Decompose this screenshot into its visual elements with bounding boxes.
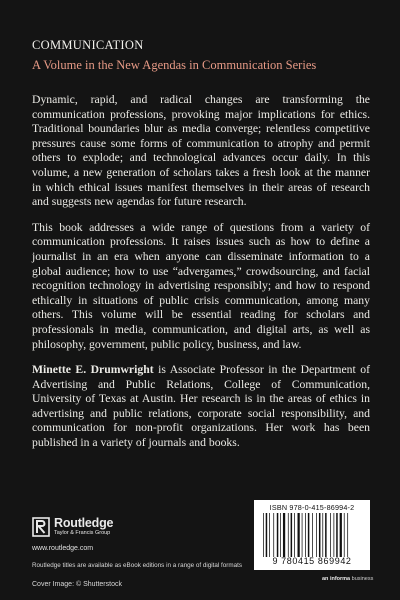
publisher-logo [32, 517, 113, 537]
author-bio-text: is Associate Professor in the Department of Advertising and Public Relations, College of Communication, University of Texas at Austin. Her research is in the areas of ethics in advertising and public relations, corporate social responsibility, and communication for non-profit organizations. Her work has been published in a variety of journals and books. [32, 363, 370, 450]
blurb [32, 93, 370, 462]
barcode-bar [263, 513, 264, 557]
barcode-bar [322, 513, 323, 557]
publisher-url[interactable]: www.routledge.com [32, 545, 94, 552]
barcode-bar [347, 513, 348, 557]
barcode-bar [302, 513, 303, 557]
barcode-bar [334, 513, 335, 557]
barcode-bar [298, 513, 300, 557]
blurb-paragraph-2: This book addresses a wide range of questions from a variety of communication professions. It raises issues such as how to define a journalist in an era when anyone can disseminate information to a global audience; how to use “advergames,” crowdsourcing, and facial recognition technology in advertising responsibly; and how to respond ethically in situations of public crisis communication, among many others. This volume will be essential reading for scholars and professionals in media, communication, and digital arts, as well as philosophy, government, public policy, business, and law. [32, 220, 370, 351]
barcode-bar [283, 513, 285, 557]
barcode-bar [288, 513, 289, 557]
author-name: Minette E. Drumwright [32, 363, 154, 377]
category-label: COMMUNICATION [32, 38, 144, 52]
publisher-subtitle: Taylor & Francis Group [54, 530, 111, 536]
barcode-bar [340, 513, 342, 557]
barcode-bar [280, 513, 281, 557]
informa-brand: an informa [322, 576, 351, 582]
barcode-bar [308, 513, 310, 557]
barcode-bar [294, 513, 295, 557]
cover-credit: Cover Image: © Shutterstock [32, 581, 122, 588]
informa-suffix: business [350, 576, 374, 582]
barcode-bar [330, 513, 331, 557]
routledge-r-mark-icon [32, 517, 50, 537]
barcode-bar [325, 513, 327, 557]
ebook-note: Routledge titles are available as eBook editions in a range of digital formats [32, 562, 243, 569]
barcode-bar [266, 513, 268, 557]
barcode-bar [277, 513, 279, 557]
author-bio [32, 363, 370, 451]
barcode-bar [316, 513, 317, 557]
barcode-bar [305, 513, 306, 557]
series-title: A Volume in the New Agendas in Communication Series [32, 58, 317, 72]
isbn-label: ISBN 978-0-415-86994-2 [269, 503, 355, 512]
barcode-bar [273, 513, 274, 557]
barcode-bar [269, 513, 270, 557]
barcode-bar [319, 513, 321, 557]
barcode-bar [312, 513, 313, 557]
blurb-paragraph-1: Dynamic, rapid, and radical changes are transforming the communication professions, provoking major implications for ethics. Traditional boundaries blur as media converge; relentless competitive pressures cause some forms of communication to atrophy and permit others to explode; and technological advances occur daily. In this volume, a new generation of scholars takes a fresh look at the manner in which ethical issues manifest themselves in their areas of research and suggests new agendas for future research. [32, 93, 370, 209]
isbn-barcode [254, 500, 370, 570]
barcode-bar [291, 513, 293, 557]
publisher-name: Routledge [54, 516, 114, 530]
barcode-bar [336, 513, 338, 557]
barcode-bars [262, 513, 362, 557]
isbn-digits: 9 780415 869942 [272, 556, 352, 566]
barcode-bar [344, 513, 345, 557]
informa-business-note [322, 576, 373, 582]
